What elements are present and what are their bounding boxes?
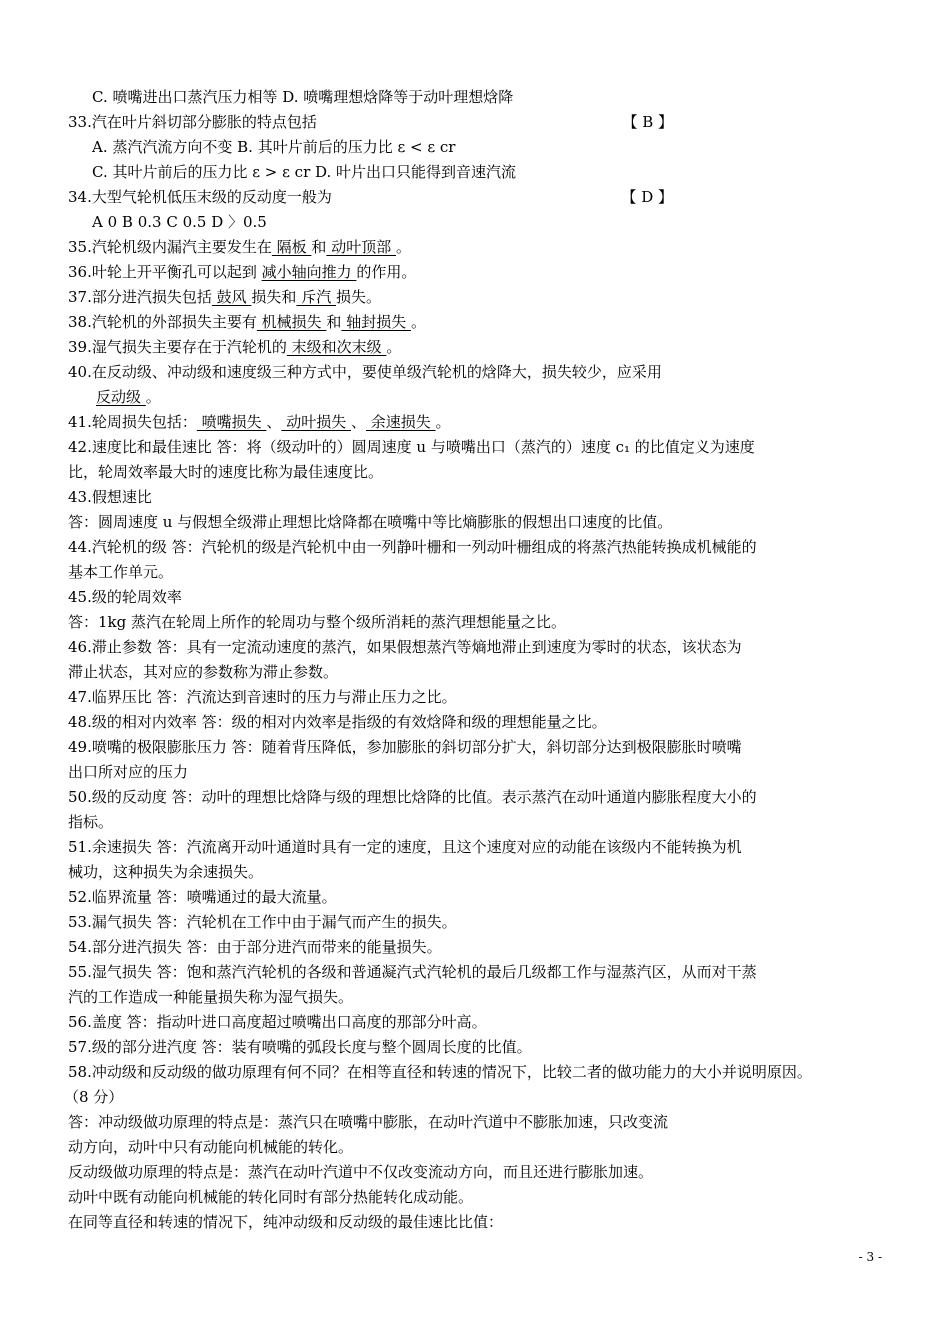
text: 损失和	[251, 288, 297, 306]
q58-answer-1	[68, 1111, 888, 1133]
text: 反动级做功原理的特点是：蒸汽在动叶汽道中不仅改变流动方向，而且还进行膨胀加速。	[68, 1163, 654, 1181]
q42-line-cont	[68, 461, 888, 483]
text: 46.滞止参数 答：具有一定流动速度的蒸汽，如果假想蒸汽等熵地滞止到速度为零时的状态，该状态为	[68, 638, 742, 656]
q58-answer-2	[68, 1136, 888, 1158]
text: 答：1kg 蒸汽在轮周上所作的轮周功与整个级所消耗的蒸汽理想能量之比。	[68, 613, 567, 631]
text: C. 其叶片前后的压力比 ε > ε cr D. 叶片出口只能得到音速汽流	[92, 163, 517, 181]
text: 。	[395, 238, 411, 256]
q36-line	[68, 261, 888, 283]
text: 45.级的轮周效率	[68, 588, 182, 606]
text: C. 喷嘴进出口蒸汽压力相等 D. 喷嘴理想焓降等于动叶理想焓降	[92, 88, 514, 106]
text: A. 蒸汽汽流方向不变 B. 其叶片前后的压力比 ε < ε cr	[92, 138, 456, 156]
q35-line	[68, 236, 888, 258]
text: 42.速度比和最佳速比 答：将（级动叶的）圆周速度 u 与喷嘴出口（蒸汽的）速度 c₁ 的比值定义为速度	[68, 438, 755, 456]
q48-line	[68, 711, 888, 733]
q58-line	[68, 1061, 888, 1083]
text: 。	[410, 313, 426, 331]
text: 指标。	[68, 813, 114, 831]
text: 55.湿气损失 答：饱和蒸汽汽轮机的各级和普通凝汽式汽轮机的最后几级都工作与湿蒸汽区，从而对干蒸	[68, 963, 757, 981]
page-number: - 3 -	[858, 1250, 882, 1264]
q54-line	[68, 936, 888, 958]
text: 38.汽轮机的外部损失主要有	[68, 313, 257, 331]
q40-line	[68, 361, 888, 383]
text: 41.轮周损失包括：	[68, 413, 197, 431]
text: 56.盖度 答：指动叶进口高度超过喷嘴出口高度的那部分叶高。	[68, 1013, 487, 1031]
text: 动叶中既有动能向机械能的转化同时有部分热能转化成动能。	[68, 1188, 474, 1206]
text: 和	[326, 313, 342, 331]
q55-line	[68, 961, 888, 983]
blank-answer: 末级和次末级	[286, 338, 387, 356]
text: 44.汽轮机的级 答：汽轮机的级是汽轮机中由一列静叶栅和一列动叶栅组成的将蒸汽热能转换成机械能的	[68, 538, 757, 556]
text: 。	[435, 413, 451, 431]
text: A 0 B 0.3 C 0.5 D 〉0.5	[92, 213, 267, 231]
text: 48.级的相对内效率 答：级的相对内效率是指级的有效焓降和级的理想能量之比。	[68, 713, 607, 731]
q43-answer	[68, 511, 888, 533]
text: 54.部分进汽损失 答：由于部分进汽而带来的能量损失。	[68, 938, 442, 956]
blank-answer: 余速损失	[365, 413, 436, 431]
text: 58.冲动级和反动级的做功原理有何不同？在相等直径和转速的情况下，比较二者的做功能力的大小并说明原因。	[68, 1063, 812, 1081]
text: 37.部分进汽损失包括	[68, 288, 212, 306]
text: 47.临界压比 答：汽流达到音速时的压力与滞止压力之比。	[68, 688, 457, 706]
text: 、	[350, 413, 366, 431]
text: 出口所对应的压力	[68, 763, 189, 781]
q34-answer: 【 D 】	[621, 188, 673, 206]
q49-line-cont	[68, 761, 888, 783]
text: 40.在反动级、冲动级和速度级三种方式中，要使单级汽轮机的焓降大，损失较少，应采用	[68, 363, 662, 381]
q33-option-ab	[92, 136, 912, 158]
q49-line	[68, 736, 888, 758]
text: 械功，这种损失为余速损失。	[68, 863, 264, 881]
q44-line-cont	[68, 561, 888, 583]
q38-line	[68, 311, 888, 333]
q34-line	[68, 186, 888, 208]
text: 答：圆周速度 u 与假想全级滞止理想比焓降都在喷嘴中等比熵膨胀的假想出口速度的比值。	[68, 513, 673, 531]
text: 50.级的反动度 答：动叶的理想比焓降与级的理想比焓降的比值。表示蒸汽在动叶通道内膨胀程度大小的	[68, 788, 757, 806]
q42-line	[68, 436, 888, 458]
q40-line-cont	[96, 386, 916, 408]
blank-answer: 动叶顶部	[326, 238, 396, 256]
text: 52.临界流量 答：喷嘴通过的最大流量。	[68, 888, 337, 906]
text: 35.汽轮机级内漏汽主要发生在	[68, 238, 272, 256]
blank-answer: 动叶损失	[281, 413, 351, 431]
q55-line-cont	[68, 986, 888, 1008]
q58-answer-5	[68, 1211, 888, 1233]
q58-answer-3	[68, 1161, 888, 1183]
text: 51.余速损失 答：汽流离开动叶通道时具有一定的速度，且这个速度对应的动能在该级内不能转换为机	[68, 838, 742, 856]
q45-line	[68, 586, 888, 608]
blank-answer: 机械损失	[256, 313, 327, 331]
text: 基本工作单元。	[68, 563, 174, 581]
text: 损失。	[335, 288, 381, 306]
q58-answer-4	[68, 1186, 888, 1208]
q37-line	[68, 286, 888, 308]
q47-line	[68, 686, 888, 708]
text: 43.假想速比	[68, 488, 152, 506]
blank-answer: 斥汽	[296, 288, 336, 306]
q33-text: 33.汽在叶片斜切部分膨胀的特点包括	[68, 113, 317, 131]
text: 、	[266, 413, 282, 431]
q52-line	[68, 886, 888, 908]
q51-line-cont	[68, 861, 888, 883]
q51-line	[68, 836, 888, 858]
q46-line-cont	[68, 661, 888, 683]
text: 53.漏气损失 答：汽轮机在工作中由于漏气而产生的损失。	[68, 913, 457, 931]
text: 比，轮周效率最大时的速度比称为最佳速度比。	[68, 463, 384, 481]
text: 汽的工作造成一种能量损失称为湿气损失。	[68, 988, 354, 1006]
text: 答：冲动级做功原理的特点是：蒸汽只在喷嘴中膨胀，在动叶汽道中不膨胀加速，只改变流	[68, 1113, 669, 1131]
text: 57.级的部分进汽度 答：装有喷嘴的弧段长度与整个圆周长度的比值。	[68, 1038, 532, 1056]
text: 。	[386, 338, 402, 356]
blank-answer: 轴封损失	[341, 313, 411, 331]
text: 的作用。	[356, 263, 417, 281]
q50-line-cont	[68, 811, 888, 833]
blank-answer: 反动级	[96, 388, 146, 406]
text: 在同等直径和转速的情况下，纯冲动级和反动级的最佳速比比值：	[68, 1213, 504, 1231]
blank-answer: 鼓风	[211, 288, 252, 306]
q45-answer	[68, 611, 888, 633]
text: 。	[145, 388, 161, 406]
text: （8 分）	[64, 1088, 124, 1106]
q53-line	[68, 911, 888, 933]
q39-line	[68, 336, 888, 358]
q34-text: 34.大型气轮机低压末级的反动度一般为	[68, 188, 332, 206]
q57-line	[68, 1036, 888, 1058]
q41-line	[68, 411, 888, 433]
q56-line	[68, 1011, 888, 1033]
q50-line	[68, 786, 888, 808]
q43-line	[68, 486, 888, 508]
text: 39.湿气损失主要存在于汽轮机的	[68, 338, 287, 356]
blank-answer: 减小轴向推力	[261, 263, 357, 281]
q34-options	[92, 211, 912, 233]
blank-answer: 隔板	[271, 238, 312, 256]
blank-answer: 喷嘴损失	[196, 413, 267, 431]
q33-option-cd	[92, 161, 912, 183]
line-c-d-options	[92, 86, 912, 108]
q46-line	[68, 636, 888, 658]
q58-score	[64, 1086, 884, 1108]
text: 滞止状态，其对应的参数称为滞止参数。	[68, 663, 339, 681]
text: 动方向，动叶中只有动能向机械能的转化。	[68, 1138, 354, 1156]
q33-answer: 【 B 】	[622, 113, 673, 131]
text: 49.喷嘴的极限膨胀压力 答：随着背压降低，参加膨胀的斜切部分扩大，斜切部分达到极限膨胀时喷嘴	[68, 738, 742, 756]
text: 36.叶轮上开平衡孔可以起到	[68, 263, 262, 281]
text: 和	[311, 238, 327, 256]
q33-line	[68, 111, 888, 133]
q44-line	[68, 536, 888, 558]
